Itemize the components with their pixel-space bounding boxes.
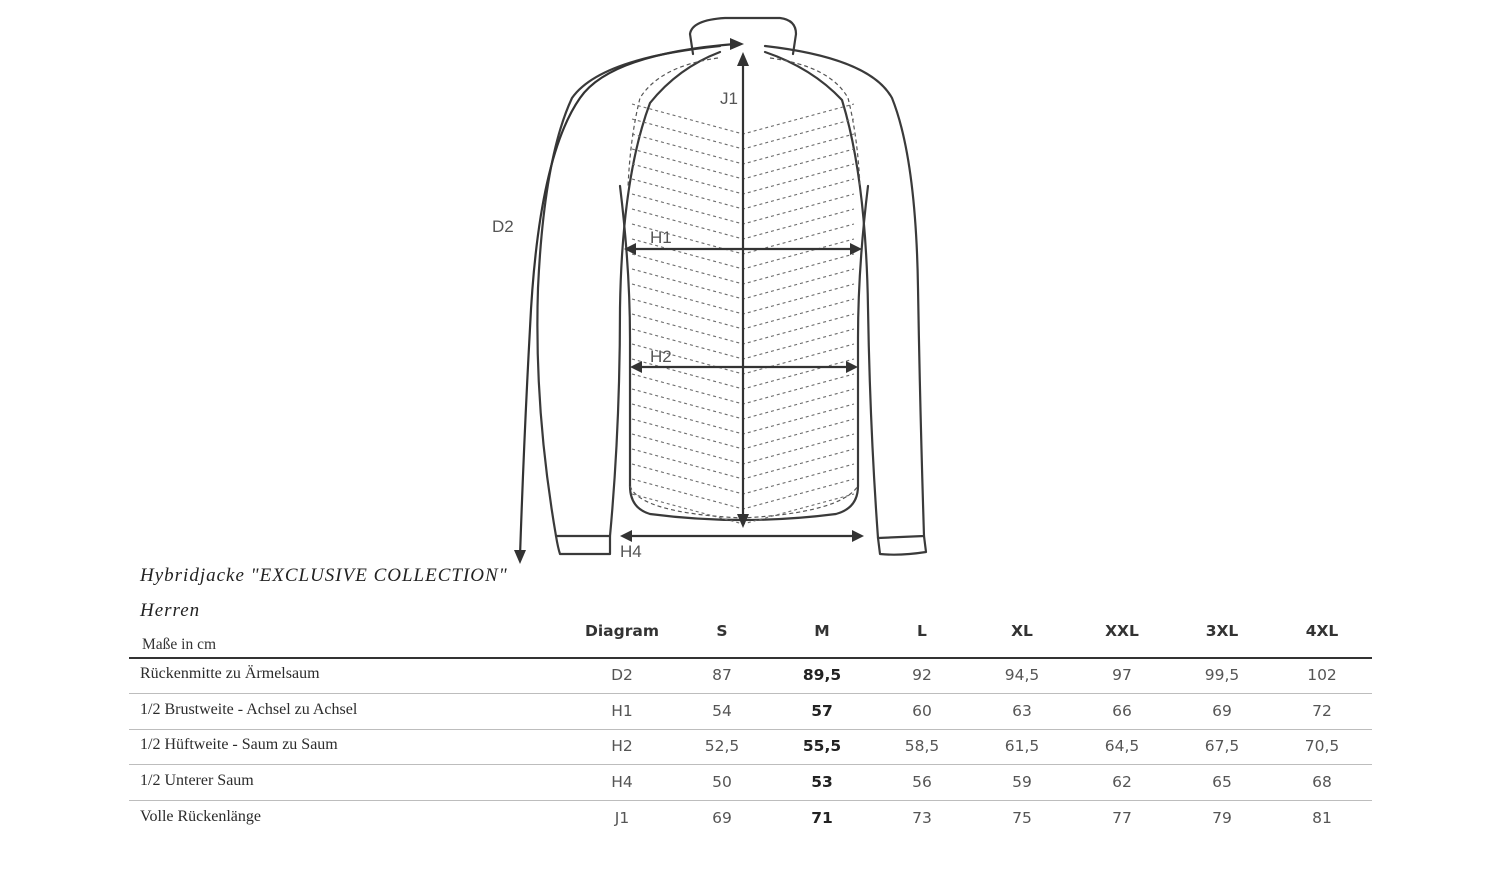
measurement-arrows	[514, 38, 864, 564]
product-title: Hybridjacke "EXCLUSIVE COLLECTION"	[140, 565, 508, 586]
size-value-cell: 92	[912, 666, 932, 684]
column-header: 4XL	[1305, 622, 1339, 640]
size-value-cell: 87	[712, 666, 732, 684]
size-value-cell: 66	[1112, 701, 1132, 720]
diagram-code-cell: H1	[611, 701, 633, 720]
size-value-cell: 89,5	[802, 666, 842, 684]
row-divider	[129, 693, 1372, 694]
row-label: 1/2 Hüftweite - Saum zu Saum	[140, 736, 338, 754]
size-value-cell: 64,5	[1104, 737, 1140, 756]
row-divider	[129, 764, 1372, 765]
size-value-cell: 73	[912, 808, 932, 827]
label-h4: H4	[620, 542, 642, 561]
size-value-cell: 81	[1312, 808, 1332, 827]
row-label: 1/2 Unterer Saum	[140, 772, 254, 790]
column-header: Diagram	[585, 622, 659, 640]
row-divider	[129, 729, 1372, 730]
size-value-cell: 57	[811, 701, 833, 720]
size-value-cell: 71	[811, 808, 833, 827]
label-j1: J1	[720, 89, 738, 108]
size-value-cell: 61,5	[1004, 737, 1040, 756]
diagram-code-cell: H2	[611, 737, 633, 756]
row-label: 1/2 Brustweite - Achsel zu Achsel	[140, 700, 358, 718]
column-header: XL	[1011, 622, 1033, 640]
size-value-cell: 97	[1112, 666, 1132, 684]
header-divider	[129, 657, 1372, 659]
size-value-cell: 60	[912, 701, 932, 720]
row-label: Volle Rückenlänge	[140, 807, 262, 825]
size-value-cell: 56	[912, 773, 932, 792]
label-d2: D2	[492, 217, 514, 236]
product-subtitle: Herren	[140, 600, 201, 621]
row-label: Rückenmitte zu Ärmelsaum	[140, 665, 320, 682]
size-value-cell: 62	[1112, 773, 1132, 792]
size-value-cell: 65	[1212, 773, 1232, 792]
size-value-cell: 102	[1307, 666, 1337, 684]
size-value-cell: 55,5	[802, 737, 842, 756]
size-value-cell: 94,5	[1004, 666, 1040, 684]
size-value-cell: 72	[1312, 701, 1332, 720]
label-h2: H2	[650, 347, 672, 366]
size-value-cell: 67,5	[1204, 737, 1240, 756]
size-value-cell: 75	[1012, 808, 1032, 827]
size-value-cell: 69	[1212, 701, 1232, 720]
size-value-cell: 52,5	[704, 737, 740, 756]
column-header: L	[917, 622, 927, 640]
column-header: 3XL	[1205, 622, 1239, 640]
row-divider	[129, 800, 1372, 801]
size-value-cell: 77	[1112, 808, 1132, 827]
column-header: M	[814, 622, 830, 640]
size-value-cell: 53	[811, 773, 833, 792]
column-header: XXL	[1105, 622, 1139, 640]
units-note: Maße in cm	[142, 636, 217, 653]
size-value-cell: 54	[712, 701, 732, 720]
diagram-code-cell: D2	[611, 666, 633, 684]
size-value-cell: 59	[1012, 773, 1032, 792]
size-value-cell: 70,5	[1304, 737, 1340, 756]
diagram-code-cell: H4	[611, 773, 633, 792]
jacket-diagram	[480, 8, 960, 568]
size-value-cell: 50	[712, 773, 732, 792]
size-value-cell: 63	[1012, 701, 1032, 720]
size-value-cell: 68	[1312, 773, 1332, 792]
size-value-cell: 69	[712, 808, 732, 827]
label-h1: H1	[650, 228, 672, 247]
size-value-cell: 58,5	[904, 737, 940, 756]
size-value-cell: 99,5	[1204, 666, 1240, 684]
column-header: S	[716, 622, 728, 640]
diagram-code-cell: J1	[614, 808, 630, 827]
size-value-cell: 79	[1212, 808, 1232, 827]
measurement-labels	[492, 89, 738, 561]
